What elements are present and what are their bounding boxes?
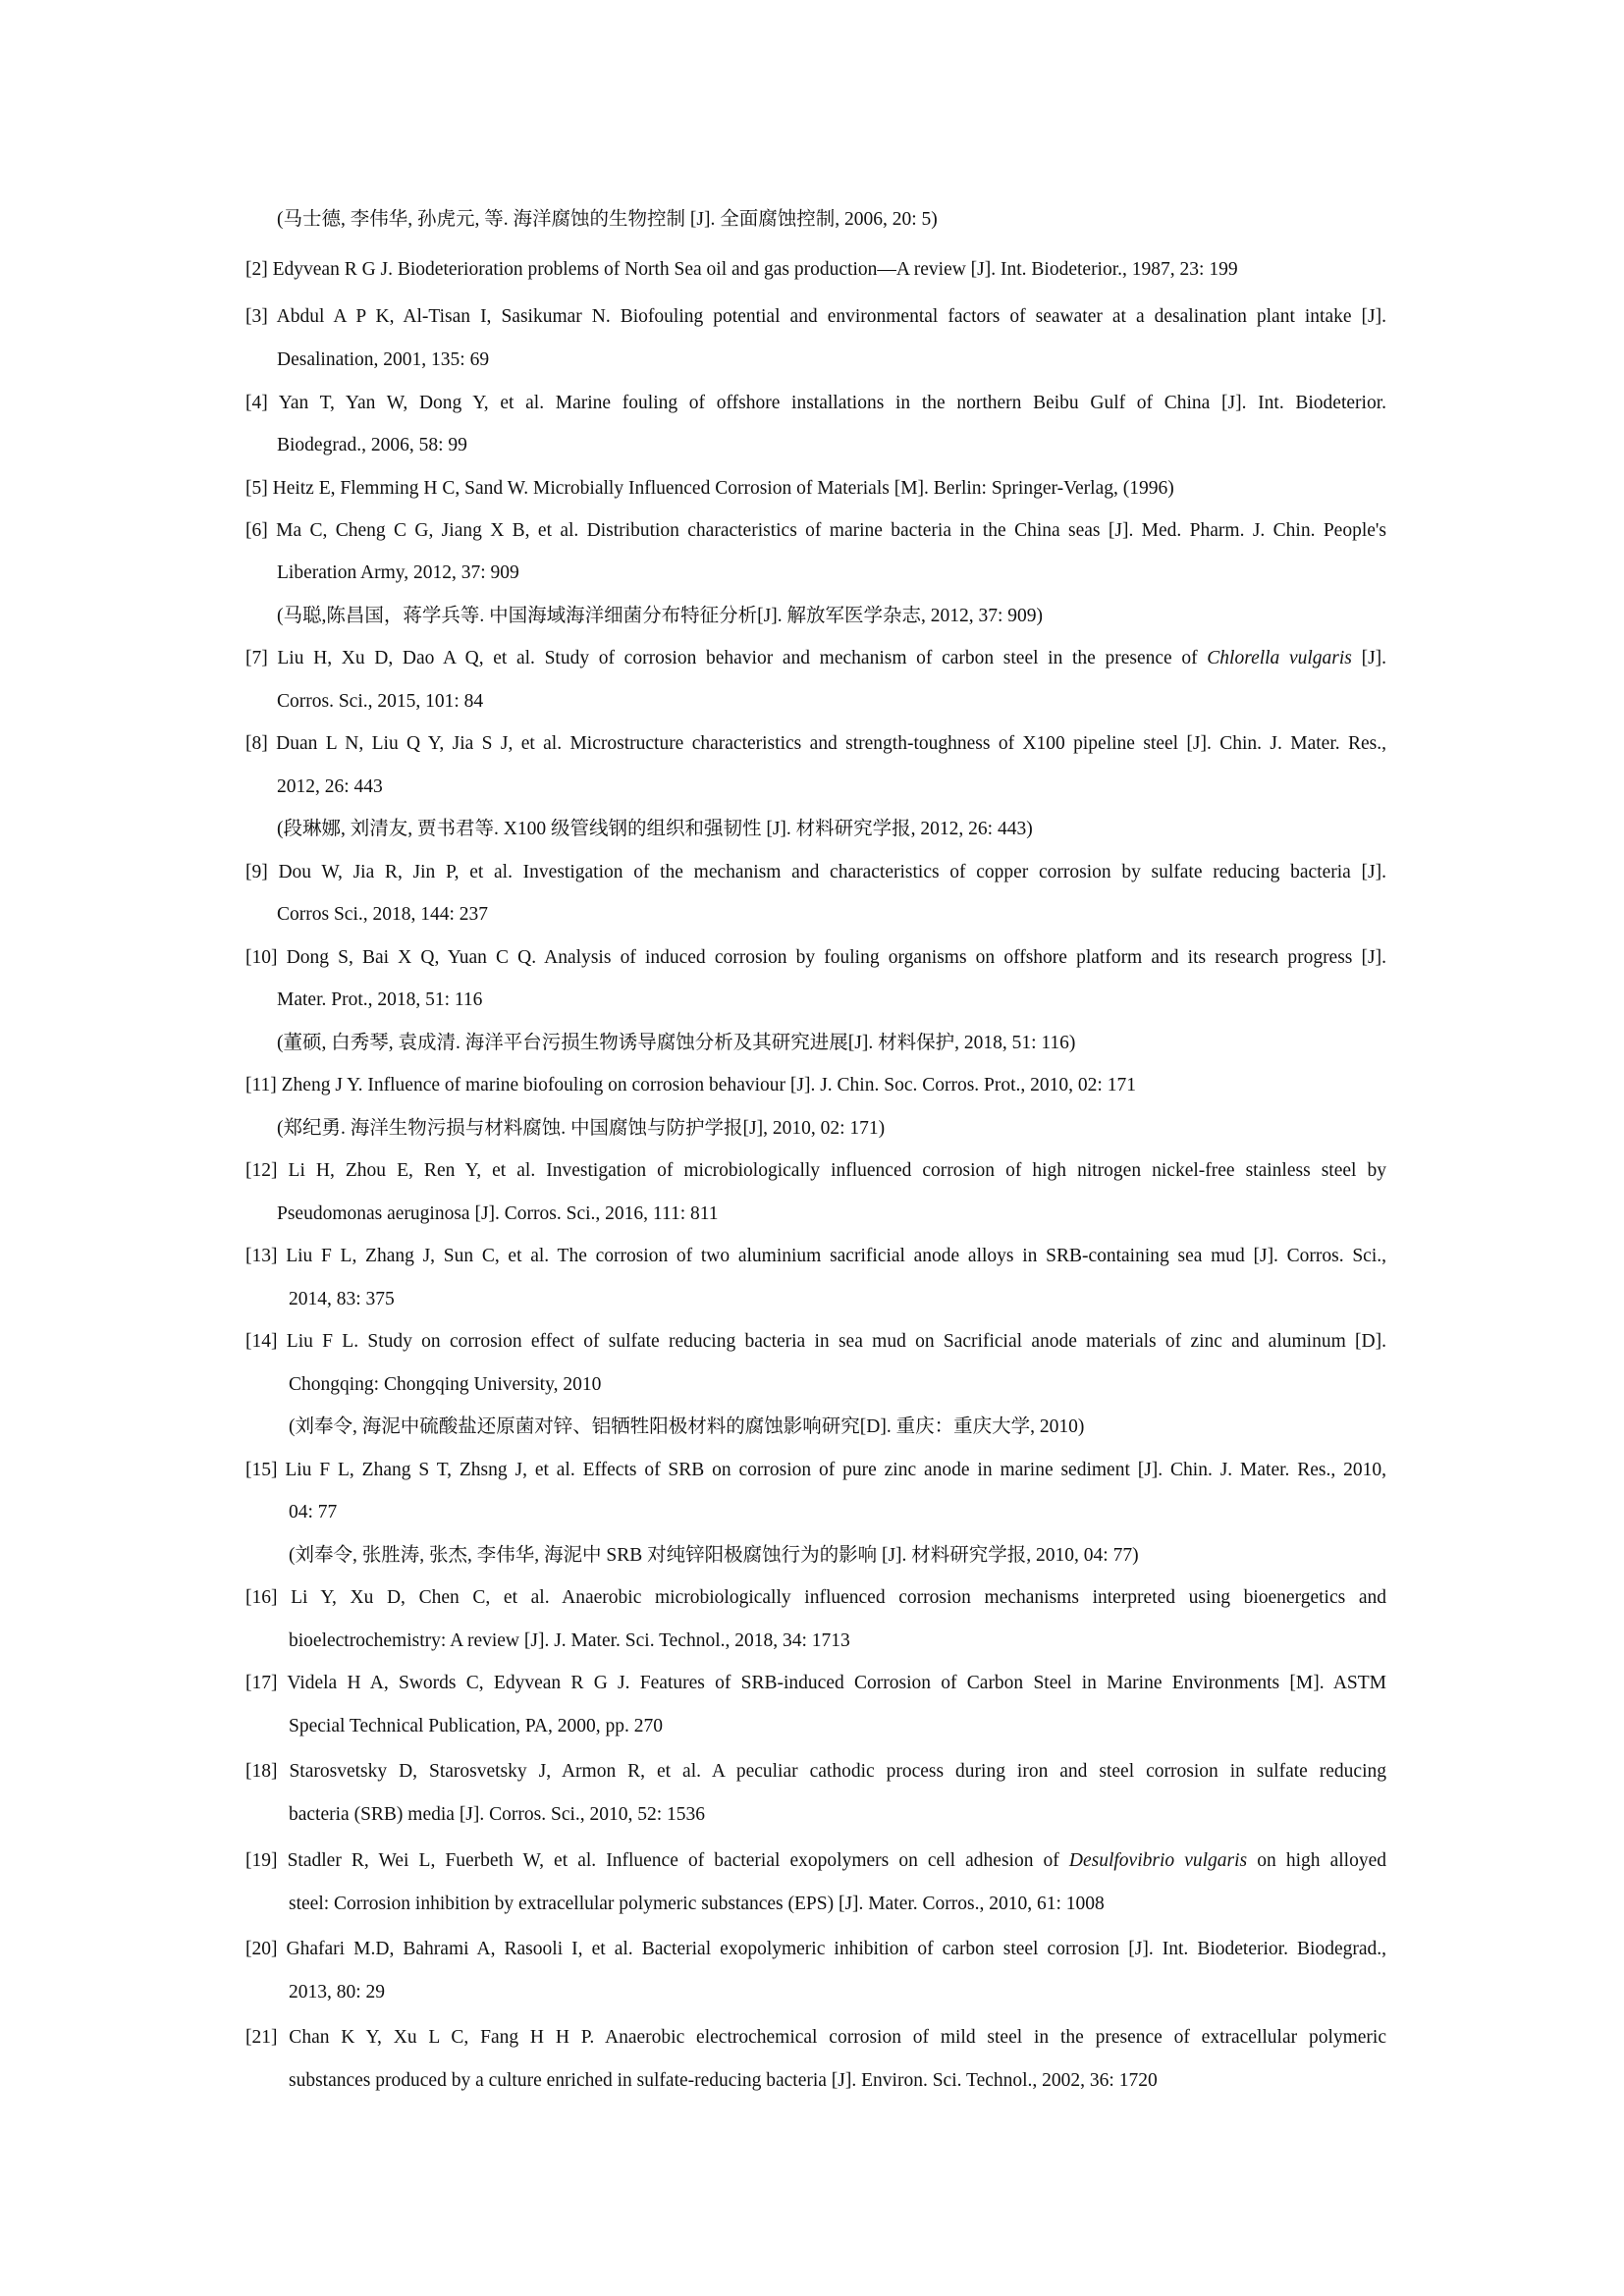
reference-entry-continuation: bioelectrochemistry: A review [J]. J. Mater. Sci. Technol., 2018, 34: 1713 [289,1630,850,1651]
reference-text: [J]. [1351,648,1386,668]
reference-entry-continuation: Biodegrad., 2006, 58: 99 [277,435,467,455]
reference-entry: [18] Starosvetsky D, Starosvetsky J, Armon R, et al. A peculiar cathodic process during iron and steel corrosion in sulfate reducing [245,1761,1386,1782]
reference-entry: [5] Heitz E, Flemming H C, Sand W. Microbially Influenced Corrosion of Materials [M]. Berlin: Springer-Verlag, (1996) [245,478,1174,499]
reference-entry-continuation: Special Technical Publication, PA, 2000, pp. 270 [289,1716,664,1736]
reference-entry: [21] Chan K Y, Xu L C, Fang H H P. Anaerobic electrochemical corrosion of mild steel in the presence of extracellular polymeric [245,2027,1386,2048]
reference-translation: (马士德, 李伟华, 孙虎元, 等. 海洋腐蚀的生物控制 [J]. 全面腐蚀控制, 2006, 20: 5) [277,209,938,230]
reference-entry: [10] Dong S, Bai X Q, Yuan C Q. Analysis of induced corrosion by fouling organisms on offshore platform and its research progress [J]. [245,947,1386,968]
reference-translation: (刘奉令, 张胜涛, 张杰, 李伟华, 海泥中 SRB 对纯锌阳极腐蚀行为的影响 [J]. 材料研究学报, 2010, 04: 77) [289,1545,1139,1566]
reference-entry: [16] Li Y, Xu D, Chen C, et al. Anaerobic microbiologically influenced corrosion mechanisms interpreted using bioenergetics and [245,1587,1386,1608]
reference-entry-continuation: 04: 77 [289,1502,338,1522]
reference-entry-continuation: Corros. Sci., 2015, 101: 84 [277,691,484,712]
reference-entry-continuation: Liberation Army, 2012, 37: 909 [277,562,519,583]
reference-entry [245,1848,1386,1874]
reference-entry: [3] Abdul A P K, Al-Tisan I, Sasikumar N. Biofouling potential and environmental factors of seawater at a desalination plant intake [J]. [245,306,1386,327]
reference-entry-continuation: 2013, 80: 29 [289,1982,386,2002]
reference-translation: (董硕, 白秀琴, 袁成清. 海洋平台污损生物诱导腐蚀分析及其研究进展[J]. 材料保护, 2018, 51: 116) [277,1033,1076,1053]
reference-entry-continuation: Pseudomonas aeruginosa [J]. Corros. Sci., 2016, 111: 811 [277,1203,719,1224]
reference-entry-continuation: Mater. Prot., 2018, 51: 116 [277,989,483,1010]
reference-text: on high alloyed [1247,1850,1386,1871]
reference-translation: (马聪,陈昌国，蒋学兵等. 中国海域海洋细菌分布特征分析[J]. 解放军医学杂志, 2012, 37: 909) [277,606,1043,626]
reference-entry-continuation: 2012, 26: 443 [277,776,383,797]
reference-entry: [8] Duan L N, Liu Q Y, Jia S J, et al. Microstructure characteristics and strength-toughness of X100 pipeline steel [J]. Chin. J. Mater. Res., [245,733,1386,754]
reference-entry-continuation: bacteria (SRB) media [J]. Corros. Sci., 2010, 52: 1536 [289,1804,706,1825]
reference-entry: [20] Ghafari M.D, Bahrami A, Rasooli I, et al. Bacterial exopolymeric inhibition of carbon steel corrosion [J]. Int. Biodeterior. Biodegrad., [245,1939,1386,1959]
reference-text: [19] Stadler R, Wei L, Fuerbeth W, et al. Influence of bacterial exopolymers on cell adhesion of [245,1850,1069,1871]
reference-entry [245,646,1386,671]
reference-entry: [14] Liu F L. Study on corrosion effect of sulfate reducing bacteria in sea mud on Sacrificial anode materials of zinc and aluminum [D]. [245,1331,1386,1352]
reference-entry: [4] Yan T, Yan W, Dong Y, et al. Marine fouling of offshore installations in the northern Beibu Gulf of China [J]. Int. Biodeterior. [245,393,1386,413]
reference-entry: [6] Ma C, Cheng C G, Jiang X B, et al. Distribution characteristics of marine bacteria in the China seas [J]. Med. Pharm. J. Chin. People's [245,520,1386,541]
reference-translation: (段琳娜, 刘清友, 贾书君等. X100 级管线钢的组织和强韧性 [J]. 材料研究学报, 2012, 26: 443) [277,819,1033,839]
reference-entry: [12] Li H, Zhou E, Ren Y, et al. Investigation of microbiologically influenced corrosion of high nitrogen nickel-free stainless steel by [245,1160,1386,1181]
species-name: Desulfovibrio vulgaris [1068,1850,1248,1871]
reference-entry: [2] Edyvean R G J. Biodeterioration problems of North Sea oil and gas production—A review [J]. Int. Biodeterior., 1987, 23: 199 [245,259,1238,280]
reference-entry-continuation: 2014, 83: 375 [289,1289,395,1309]
reference-translation: (郑纪勇. 海洋生物污损与材料腐蚀. 中国腐蚀与防护学报[J], 2010, 02: 171) [277,1118,886,1139]
reference-entry: [17] Videla H A, Swords C, Edyvean R G J. Features of SRB-induced Corrosion of Carbon Steel in Marine Environments [M]. ASTM [245,1673,1386,1693]
reference-entry-continuation: Desalination, 2001, 135: 69 [277,349,490,370]
reference-entry-continuation: Chongqing: Chongqing University, 2010 [289,1374,602,1395]
reference-entry: [15] Liu F L, Zhang S T, Zhsng J, et al. Effects of SRB on corrosion of pure zinc anode in marine sediment [J]. Chin. J. Mater. Res., 2010, [245,1460,1386,1480]
reference-entry-continuation: steel: Corrosion inhibition by extracellular polymeric substances (EPS) [J]. Mater. Corros., 2010, 61: 1008 [289,1894,1105,1914]
reference-entry: [11] Zheng J Y. Influence of marine biofouling on corrosion behaviour [J]. J. Chin. Soc. Corros. Prot., 2010, 02: 171 [245,1075,1136,1095]
reference-translation: (刘奉令, 海泥中硫酸盐还原菌对锌、铝牺牲阳极材料的腐蚀影响研究[D]. 重庆：重庆大学, 2010) [289,1416,1085,1437]
reference-entry: [13] Liu F L, Zhang J, Sun C, et al. The corrosion of two aluminium sacrificial anode alloys in SRB-containing sea mud [J]. Corros. Sci., [245,1246,1386,1266]
reference-entry-continuation: Corros Sci., 2018, 144: 237 [277,904,489,925]
reference-entry: [9] Dou W, Jia R, Jin P, et al. Investigation of the mechanism and characteristics of copper corrosion by sulfate reducing bacteria [J]. [245,862,1386,882]
reference-text: [7] Liu H, Xu D, Dao A Q, et al. Study of corrosion behavior and mechanism of carbon steel in the presence of [245,648,1208,668]
species-name: Chlorella vulgaris [1207,648,1352,668]
reference-entry-continuation: substances produced by a culture enriched in sulfate-reducing bacteria [J]. Environ. Sci. Technol., 2002, 36: 1720 [289,2070,1158,2091]
